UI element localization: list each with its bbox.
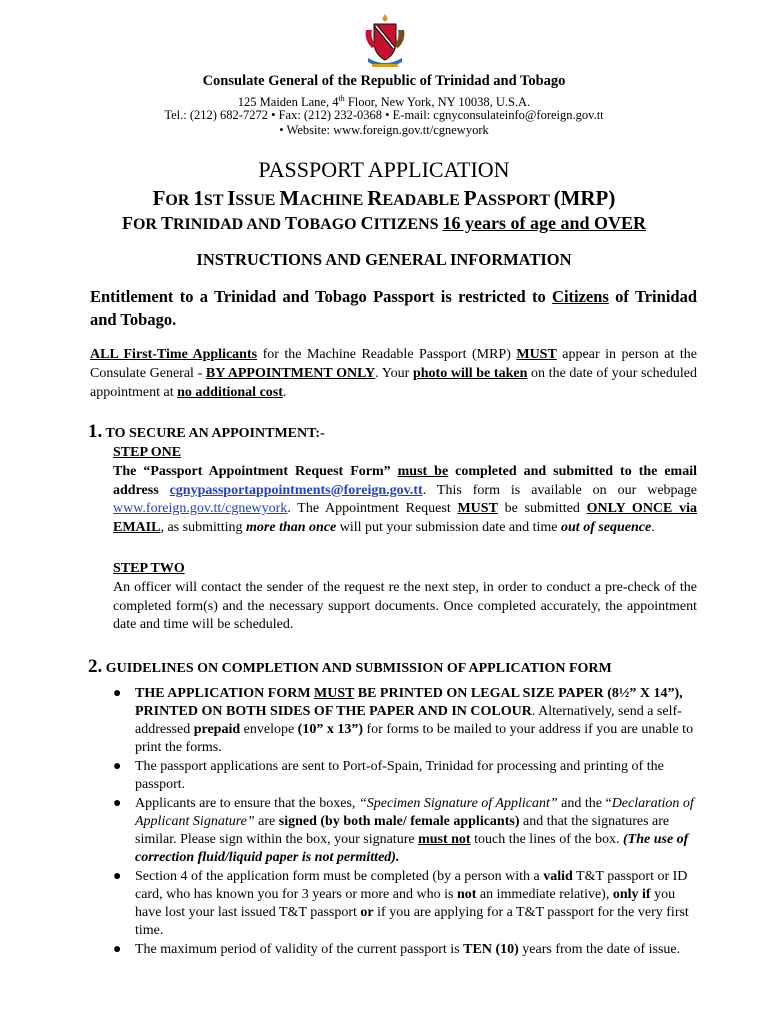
list-item: ● Applicants are to ensure that the boxes, “Specimen Signature of Applicant” and the “Declaration of Applicant Signature” are signed (by both male/ female applicants) and that the signatures are similar. Please sign within the box, your signature must not touch the lines of the box. (The use of correction fluid/liquid paper is not permitted). <box>113 796 694 865</box>
intro-paragraph: ALL First-Time Applicants for the Machine Readable Passport (MRP) MUST appear in person at the Consulate General - BY APPOINTMENT ONLY. Your photo will be taken on the date of your scheduled appointment at no additional cost. <box>90 347 697 400</box>
step-one-text: The “Passport Appointment Request Form” must be completed and submitted to the email address cgnypassportappointments@foreign.gov.tt. This form is available on our webpage www.foreign.gov.tt/cgnewyork. The Appointment Request MUST be submitted ONLY ONCE via EMAIL, as submitting more than once will put your submission date and time out of sequence. <box>113 464 698 535</box>
section-2-heading: 2. GUIDELINES ON COMPLETION AND SUBMISSION OF APPLICATION FORM <box>88 656 612 677</box>
consulate-contacts: Tel.: (212) 682-7272 • Fax: (212) 232-0368 • E-mail: cgnyconsulateinfo@foreign.gov.tt <box>164 108 604 122</box>
list-item: ● The maximum period of validity of the current passport is TEN (10) years from the date of issue. <box>113 942 681 957</box>
consulate-name: Consulate General of the Republic of Trinidad and Tobago <box>202 73 566 89</box>
guidelines-list <box>113 685 697 960</box>
appointment-email-link[interactable]: cgnypassportappointments@foreign.gov.tt <box>169 482 423 498</box>
document-subtitle: FOR 1ST ISSUE MACHINE READABLE PASSPORT (MRP) <box>152 186 616 210</box>
list-item: ● The passport applications are sent to Port-of-Spain, Trinidad for processing and printing of the passport. <box>113 759 664 792</box>
list-item: ● Section 4 of the application form must be completed (by a person with a valid T&T passport or ID card, who has known you for 3 years or more and who is not an immediate relative), only if you have lost your last issued T&T passport or if you are applying for a T&T passport for the very first time. <box>113 869 689 938</box>
consulate-website: • Website: www.foreign.gov.tt/cgnewyork <box>279 123 489 137</box>
section-1-heading: 1. TO SECURE AN APPOINTMENT:- <box>88 421 325 442</box>
entitlement-statement: Entitlement to a Trinidad and Tobago Passport is restricted to Citizens of Trinidad and Tobago. <box>90 287 698 329</box>
step-two-heading: STEP TWO <box>113 561 185 576</box>
list-item: ● THE APPLICATION FORM MUST BE PRINTED ON LEGAL SIZE PAPER (8½” X 14”), PRINTED ON BOTH SIDES OF THE PAPER AND IN COLOUR. Alternatively, send a self-addressed prepaid envelope (10” x 13”) for forms to be mailed to your address if you are unable to print the forms. <box>113 686 694 755</box>
step-two-text: An officer will contact the sender of the request re the next step, in order to conduct a pre-check of the completed form(s) and the necessary support documents. Once completed accurately, the appointment date and time will be scheduled. <box>113 580 697 632</box>
coat-of-arms-icon <box>362 12 408 70</box>
instructions-heading: INSTRUCTIONS AND GENERAL INFORMATION <box>196 250 572 269</box>
eligibility-title: FOR TRINIDAD AND TOBAGO CITIZENS 16 years of age and OVER <box>121 213 647 233</box>
document-title: PASSPORT APPLICATION <box>258 157 510 182</box>
step-one-heading: STEP ONE <box>113 445 182 460</box>
webpage-link[interactable]: www.foreign.gov.tt/cgnewyork <box>113 501 288 516</box>
bullet-icon: ● <box>113 759 122 774</box>
bullet-icon: ● <box>113 869 122 884</box>
bullet-icon: ● <box>113 686 122 701</box>
bullet-icon: ● <box>113 942 122 957</box>
consulate-address: 125 Maiden Lane, 4th Floor, New York, NY 10038, U.S.A. <box>237 94 531 110</box>
bullet-icon: ● <box>113 796 122 811</box>
